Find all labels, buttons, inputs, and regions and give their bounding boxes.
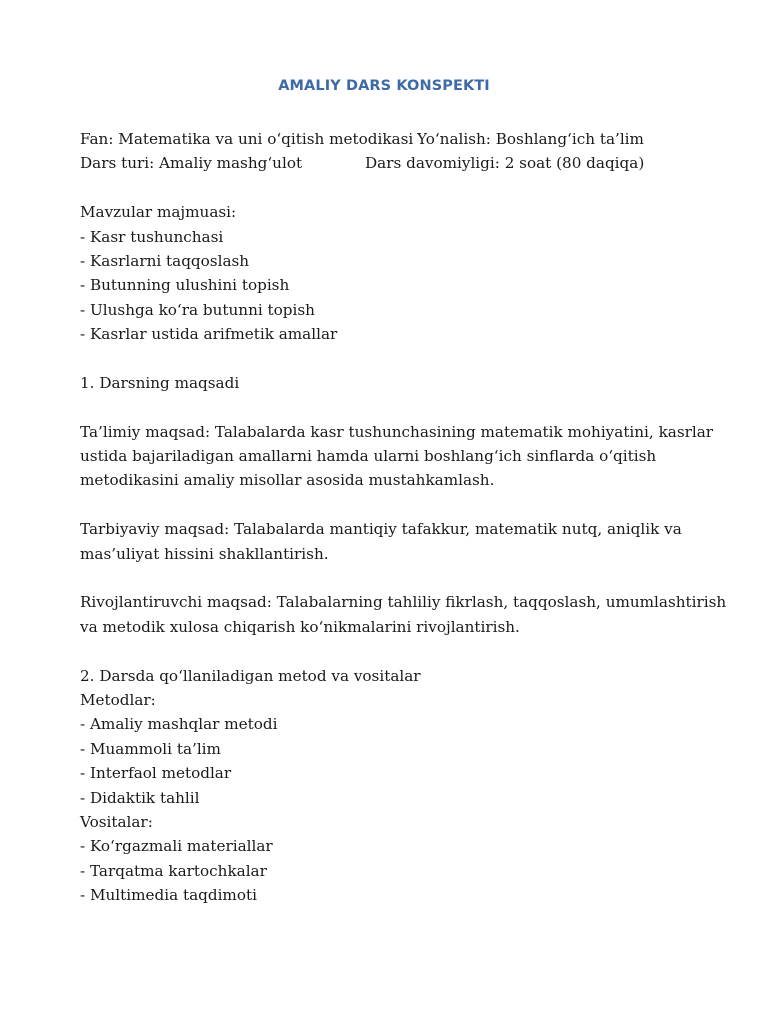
section1-heading: 1. Darsning maqsadi — [80, 373, 240, 392]
tool-item: - Tarqatma kartochkalar — [80, 861, 267, 880]
info-row-1 — [80, 127, 720, 151]
topics-heading: Mavzular majmuasi: — [80, 203, 237, 222]
topic-item: - Kasrlarni taqqoslash — [80, 251, 250, 270]
subject-text: Fan: Matematika va uni o‘qitish metodikasi — [80, 130, 414, 148]
tools-heading: Vositalar: — [80, 812, 153, 831]
educational-goal-line: Ta’limiy maqsad: Talabalarda kasr tushunchasining matematik mohiyatini, kasrlar — [80, 422, 714, 441]
topic-item: - Butunning ulushini topish — [80, 276, 290, 295]
method-item: - Muammoli ta’lim — [80, 739, 221, 758]
method-item: - Amaliy mashqlar metodi — [80, 715, 278, 734]
topic-item: - Kasr tushunchasi — [80, 227, 224, 246]
upbringing-goal-line: Tarbiyaviy maqsad: Talabalarda mantiqiy tafakkur, matematik nutq, aniqlik va — [80, 520, 682, 539]
spacer — [80, 493, 720, 517]
info-row-2 — [80, 151, 720, 175]
educational-goal-line: metodikasini amaliy misollar asosida mustahkamlash. — [80, 471, 495, 490]
spacer — [80, 639, 720, 663]
topic-item: - Kasrlar ustida arifmetik amallar — [80, 325, 338, 344]
developmental-goal-line: Rivojlantiruvchi maqsad: Talabalarning tahliliy fikrlash, taqqoslash, umumlashtirish — [80, 593, 727, 612]
educational-goal-line: ustida bajariladigan amallarni hamda ularni boshlang‘ich sinflarda o‘qitish — [80, 447, 657, 466]
duration-text: Dars davomiyligi: 2 soat (80 daqiqa) — [365, 154, 645, 173]
direction-text: Yo‘nalish: Boshlang‘ich ta’lim — [417, 130, 644, 148]
methods-heading: Metodlar: — [80, 690, 156, 709]
spacer — [80, 347, 720, 371]
section2-heading: 2. Darsda qo‘llaniladigan metod va vositalar — [80, 666, 421, 685]
document-title: AMALIY DARS KONSPEKTI — [278, 78, 490, 94]
spacer — [80, 566, 720, 590]
document-body — [80, 127, 727, 908]
spacer — [80, 395, 720, 419]
tool-item: - Ko‘rgazmali materiallar — [80, 837, 273, 856]
topic-item: - Ulushga ko‘ra butunni topish — [80, 300, 315, 319]
method-item: - Didaktik tahlil — [80, 788, 200, 807]
method-item: - Interfaol metodlar — [80, 764, 232, 783]
tool-item: - Multimedia taqdimoti — [80, 886, 257, 905]
lesson-type-text: Dars turi: Amaliy mashg‘ulot — [80, 154, 303, 173]
spacer — [80, 176, 720, 200]
developmental-goal-line: va metodik xulosa chiqarish ko‘nikmalarini rivojlantirish. — [80, 617, 520, 636]
upbringing-goal-line: mas’uliyat hissini shakllantirish. — [80, 544, 329, 563]
